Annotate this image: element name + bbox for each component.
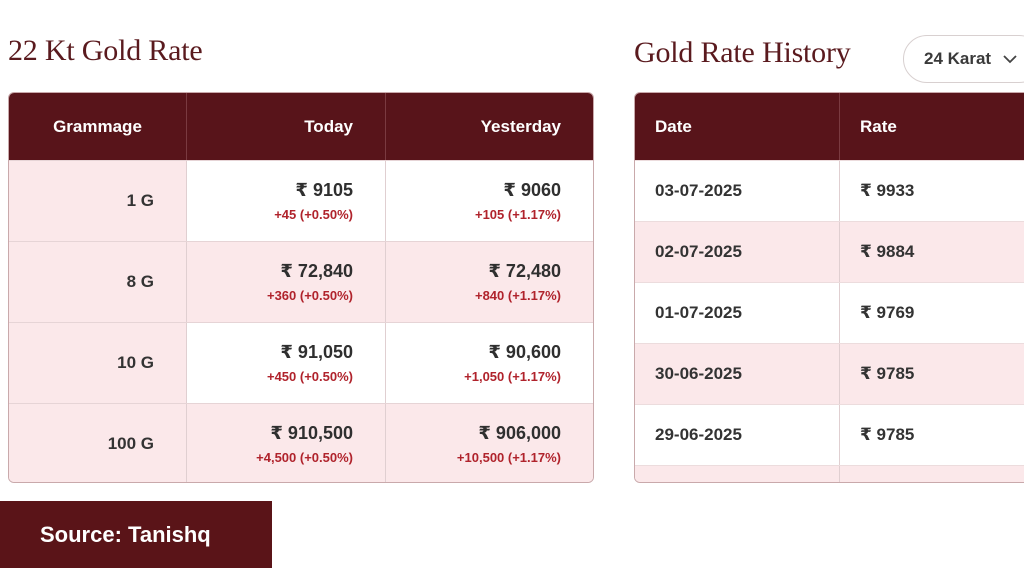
today-cell — [187, 242, 386, 322]
yesterday-price: ₹ 90,600 — [488, 342, 561, 362]
karat-select-value: 24 Karat — [924, 49, 992, 68]
yesterday-cell — [386, 323, 593, 403]
date-cell — [635, 466, 840, 483]
today-change: +4,500 (+0.50%) — [256, 450, 353, 465]
history-row — [635, 404, 1024, 465]
history-row — [635, 160, 1024, 221]
today-price: ₹ 72,840 — [280, 261, 353, 281]
yesterday-change: +840 (+1.17%) — [474, 288, 561, 303]
today-change: +450 (+0.50%) — [266, 369, 353, 384]
today-cell — [187, 161, 386, 241]
yesterday-cell — [386, 161, 593, 241]
header-rate: Rate — [860, 116, 897, 136]
grammage-cell: 1 G — [9, 161, 187, 241]
yesterday-change: +105 (+1.17%) — [474, 207, 561, 222]
date-cell: 02-07-2025 — [635, 222, 840, 282]
date-cell: 01-07-2025 — [635, 283, 840, 343]
today-price: ₹ 910,500 — [270, 423, 353, 443]
table-header — [9, 93, 593, 160]
table-row — [9, 403, 593, 483]
grammage-cell: 10 G — [9, 323, 187, 403]
karat-select[interactable] — [903, 35, 1024, 83]
today-change: +45 (+0.50%) — [274, 207, 353, 222]
chevron-down-icon — [1003, 51, 1017, 67]
grammage-cell: 8 G — [9, 242, 187, 322]
table-row — [9, 322, 593, 403]
header-date: Date — [635, 93, 840, 160]
table-row — [9, 241, 593, 322]
gold-rate-title: 22 Kt Gold Rate — [8, 34, 203, 67]
rate-cell: ₹ 9769 — [860, 303, 915, 322]
yesterday-price: ₹ 9060 — [503, 180, 561, 200]
table-row — [9, 160, 593, 241]
history-row — [635, 282, 1024, 343]
yesterday-change: +1,050 (+1.17%) — [464, 369, 561, 384]
yesterday-cell — [386, 242, 593, 322]
history-header — [635, 93, 1024, 160]
yesterday-cell — [386, 404, 593, 483]
yesterday-price: ₹ 906,000 — [478, 423, 561, 443]
history-title: Gold Rate History — [634, 36, 851, 69]
header-yesterday: Yesterday — [480, 116, 561, 136]
source-badge: Source: Tanishq — [0, 501, 272, 568]
rate-cell — [840, 466, 1024, 483]
yesterday-price: ₹ 72,480 — [488, 261, 561, 281]
today-price: ₹ 91,050 — [280, 342, 353, 362]
rate-cell: ₹ 9884 — [860, 242, 915, 261]
today-cell — [187, 404, 386, 483]
today-price: ₹ 9105 — [295, 180, 353, 200]
rate-cell: ₹ 9933 — [860, 181, 915, 200]
header-grammage: Grammage — [9, 93, 187, 160]
history-row — [635, 343, 1024, 404]
rate-cell: ₹ 9785 — [860, 364, 915, 383]
history-table — [634, 92, 1024, 483]
today-cell — [187, 323, 386, 403]
date-cell: 29-06-2025 — [635, 405, 840, 465]
yesterday-change: +10,500 (+1.17%) — [456, 450, 561, 465]
history-row — [635, 221, 1024, 282]
gold-rate-table — [8, 92, 594, 483]
grammage-cell: 100 G — [9, 404, 187, 483]
history-row-partial — [635, 465, 1024, 483]
date-cell: 30-06-2025 — [635, 344, 840, 404]
date-cell: 03-07-2025 — [635, 161, 840, 221]
header-today: Today — [187, 93, 386, 160]
rate-cell: ₹ 9785 — [860, 425, 915, 444]
today-change: +360 (+0.50%) — [266, 288, 353, 303]
